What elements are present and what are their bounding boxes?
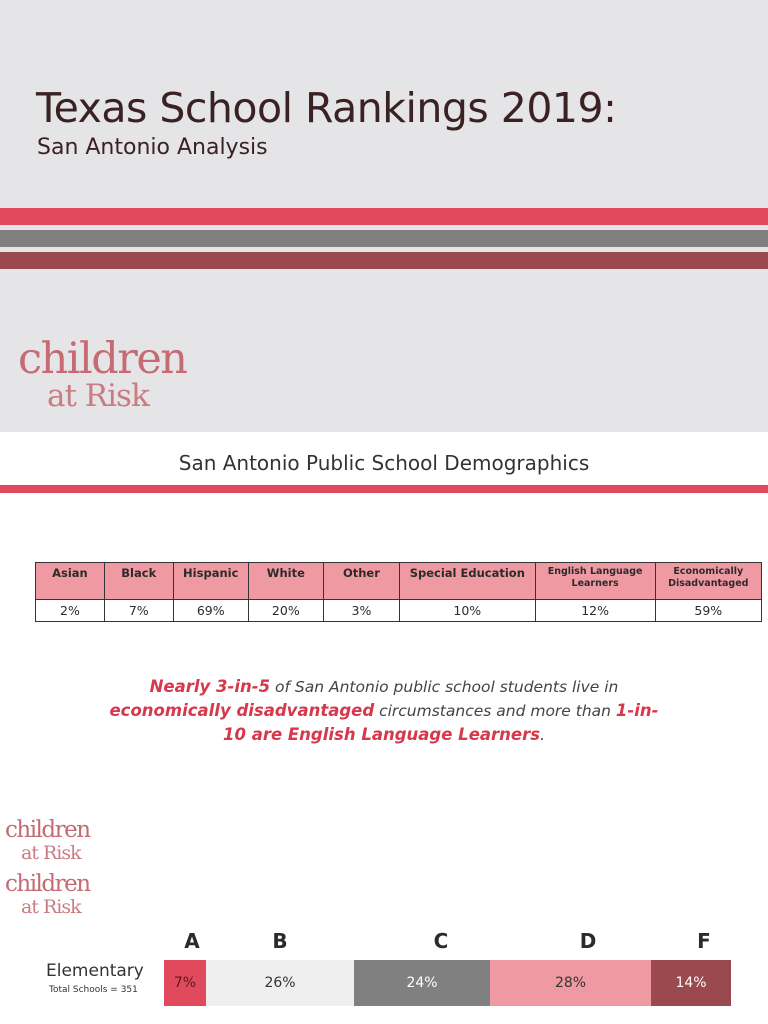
section-title: San Antonio Public School Demographics: [178, 451, 590, 475]
grade-letter-a: A: [184, 929, 200, 953]
row-label-elementary: Elementary: [46, 961, 144, 981]
grade-letter-b: B: [272, 929, 288, 953]
grade-bar-b: 26%: [206, 960, 354, 1006]
logo-line-2: at Risk: [21, 896, 81, 918]
divider-stripe-maroon: [0, 252, 768, 269]
grade-letter-c: C: [433, 929, 449, 953]
page-subtitle: San Antonio Analysis: [37, 135, 268, 160]
callout-text-part: .: [540, 726, 545, 744]
callout-text: [100, 675, 668, 747]
divider-stripe-gray: [0, 230, 768, 247]
callout-text-part: circumstances and more than: [374, 702, 616, 720]
table-cell: 2%: [36, 600, 105, 622]
table-cell: 20%: [248, 600, 323, 622]
table-header-cell: Special Education: [400, 563, 536, 600]
table-cell: 7%: [104, 600, 173, 622]
grade-letter-f: F: [697, 929, 711, 953]
logo-line-2: at Risk: [47, 378, 149, 414]
table-cell: 3%: [323, 600, 399, 622]
table-cell: 12%: [535, 600, 655, 622]
grade-bar-c: 24%: [354, 960, 490, 1006]
row-total-schools: Total Schools = 351: [49, 985, 138, 995]
table-header-cell: English Language Learners: [535, 563, 655, 600]
page-title: Texas School Rankings 2019:: [36, 84, 617, 132]
table-header-cell: Other: [323, 563, 399, 600]
demographics-table: [35, 562, 762, 622]
table-cell: 59%: [655, 600, 761, 622]
divider-stripe-red: [0, 208, 768, 225]
children-at-risk-logo: [5, 818, 90, 863]
children-at-risk-logo: [5, 872, 90, 917]
logo-line-1: children: [18, 334, 187, 384]
header-band: [0, 0, 768, 432]
table-header-cell: White: [248, 563, 323, 600]
table-header-cell: Hispanic: [173, 563, 248, 600]
section-underline: [0, 485, 768, 493]
children-at-risk-logo: [18, 334, 187, 414]
callout-highlight: Nearly 3-in-5: [149, 677, 271, 696]
table-header-cell: Economically Disadvantaged: [655, 563, 761, 600]
grade-bar-d: 28%: [490, 960, 651, 1006]
table-header-cell: Black: [104, 563, 173, 600]
callout-highlight: economically disadvantaged: [109, 701, 375, 720]
grade-bar-a: 7%: [164, 960, 206, 1006]
grade-letter-d: D: [579, 929, 597, 953]
table-header-cell: Asian: [36, 563, 105, 600]
table-header-row: [36, 563, 762, 600]
table-cell: 69%: [173, 600, 248, 622]
logo-line-1: children: [5, 871, 90, 897]
callout-highlight: 1-in-10 are English Language Learners: [222, 701, 659, 744]
table-row: [36, 600, 762, 622]
logo-line-1: children: [5, 817, 90, 843]
callout-text-part: of San Antonio public school students live in: [270, 678, 619, 696]
logo-line-2: at Risk: [21, 842, 81, 864]
table-cell: 10%: [400, 600, 536, 622]
grade-bar-f: 14%: [651, 960, 731, 1006]
